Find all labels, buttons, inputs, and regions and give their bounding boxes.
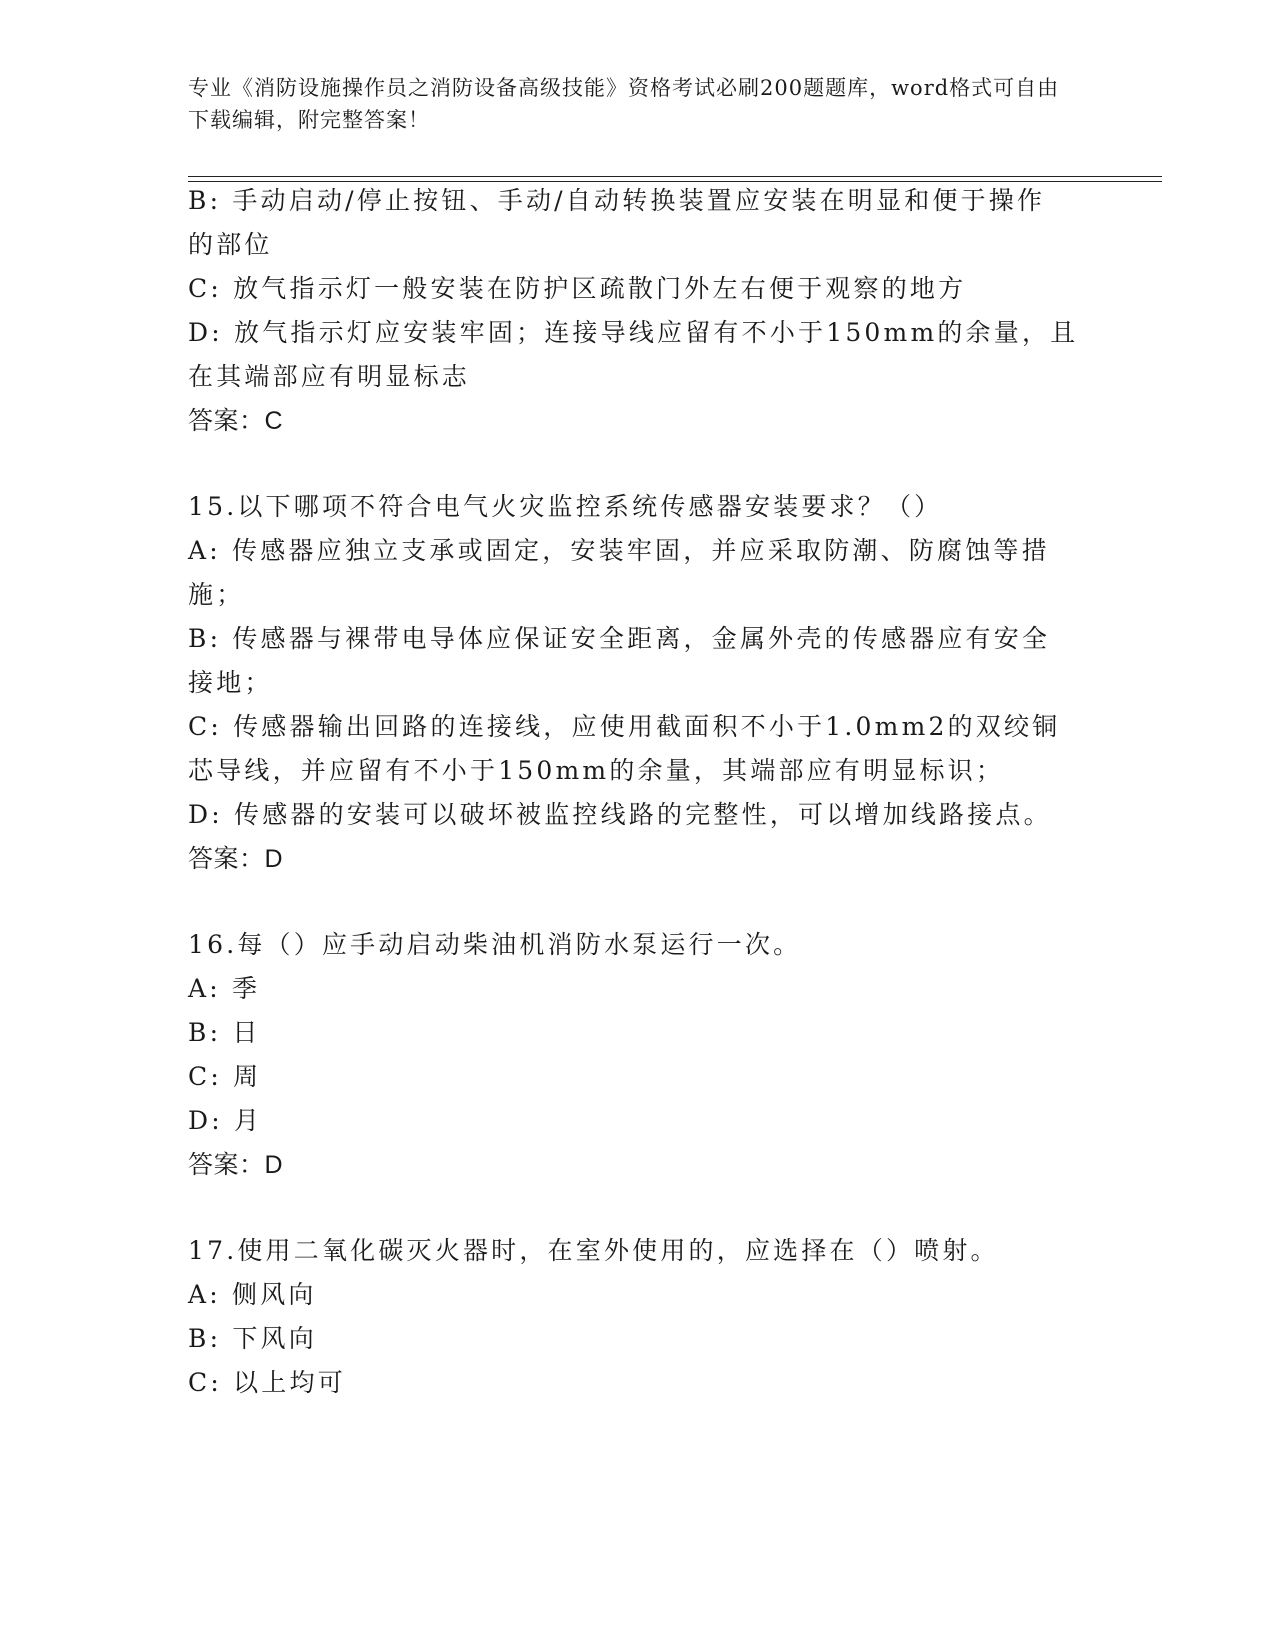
q14-option-b-line1: B: 手动启动/停止按钮、手动/自动转换装置应安装在明显和便于操作 — [188, 186, 1046, 215]
q15-option-c-line2: 芯导线，并应留有不小于150mm的余量，其端部应有明显标识； — [188, 756, 1005, 785]
q16-option-c: C: 周 — [188, 1062, 262, 1091]
q14-answer: 答案：C — [188, 407, 284, 435]
q16-option-a: A: 季 — [188, 974, 261, 1003]
q16-answer: 答案：D — [188, 1151, 284, 1179]
q17-option-c: C: 以上均可 — [188, 1368, 346, 1397]
q16-question: 16.每（）应手动启动柴油机消防水泵运行一次。 — [188, 930, 802, 959]
q15-option-b-line1: B: 传感器与裸带电导体应保证安全距离，金属外壳的传感器应有安全 — [188, 624, 1051, 653]
q17-question: 17.使用二氧化碳灭火器时，在室外使用的，应选择在（）喷射。 — [188, 1236, 999, 1265]
q17-option-b: B: 下风向 — [188, 1324, 317, 1353]
q15-option-b-line2: 接地； — [188, 668, 273, 697]
q15-option-a-line2: 施； — [188, 580, 245, 609]
q16-option-d: D: 月 — [188, 1106, 263, 1135]
q15-option-a-line1: A: 传感器应独立支承或固定，安装牢固，并应采取防潮、防腐蚀等措 — [188, 536, 1050, 565]
document-header: 专业《消防设施操作员之消防设备高级技能》资格考试必刷200题题库，word格式可自由下载编辑，附完整答案！ — [188, 76, 1060, 132]
q15-question: 15.以下哪项不符合电气火灾监控系统传感器安装要求？（） — [188, 492, 943, 521]
header-rule-bottom — [188, 181, 1162, 182]
q15-answer: 答案：D — [188, 845, 284, 873]
q14-option-c: C: 放气指示灯一般安装在防护区疏散门外左右便于观察的地方 — [188, 274, 967, 303]
q15-option-d: D: 传感器的安装可以破坏被监控线路的完整性，可以增加线路接点。 — [188, 800, 1052, 829]
header-rule-top — [188, 176, 1162, 177]
q17-option-a: A: 侧风向 — [188, 1280, 317, 1309]
q14-option-d-line1: D: 放气指示灯应安装牢固；连接导线应留有不小于150mm的余量，且 — [188, 318, 1079, 347]
q14-option-b-line2: 的部位 — [188, 230, 273, 259]
q15-option-c-line1: C: 传感器输出回路的连接线，应使用截面积不小于1.0mm2的双绞铜 — [188, 712, 1061, 741]
q16-option-b: B: 日 — [188, 1018, 261, 1047]
q14-option-d-line2: 在其端部应有明显标志 — [188, 362, 471, 391]
